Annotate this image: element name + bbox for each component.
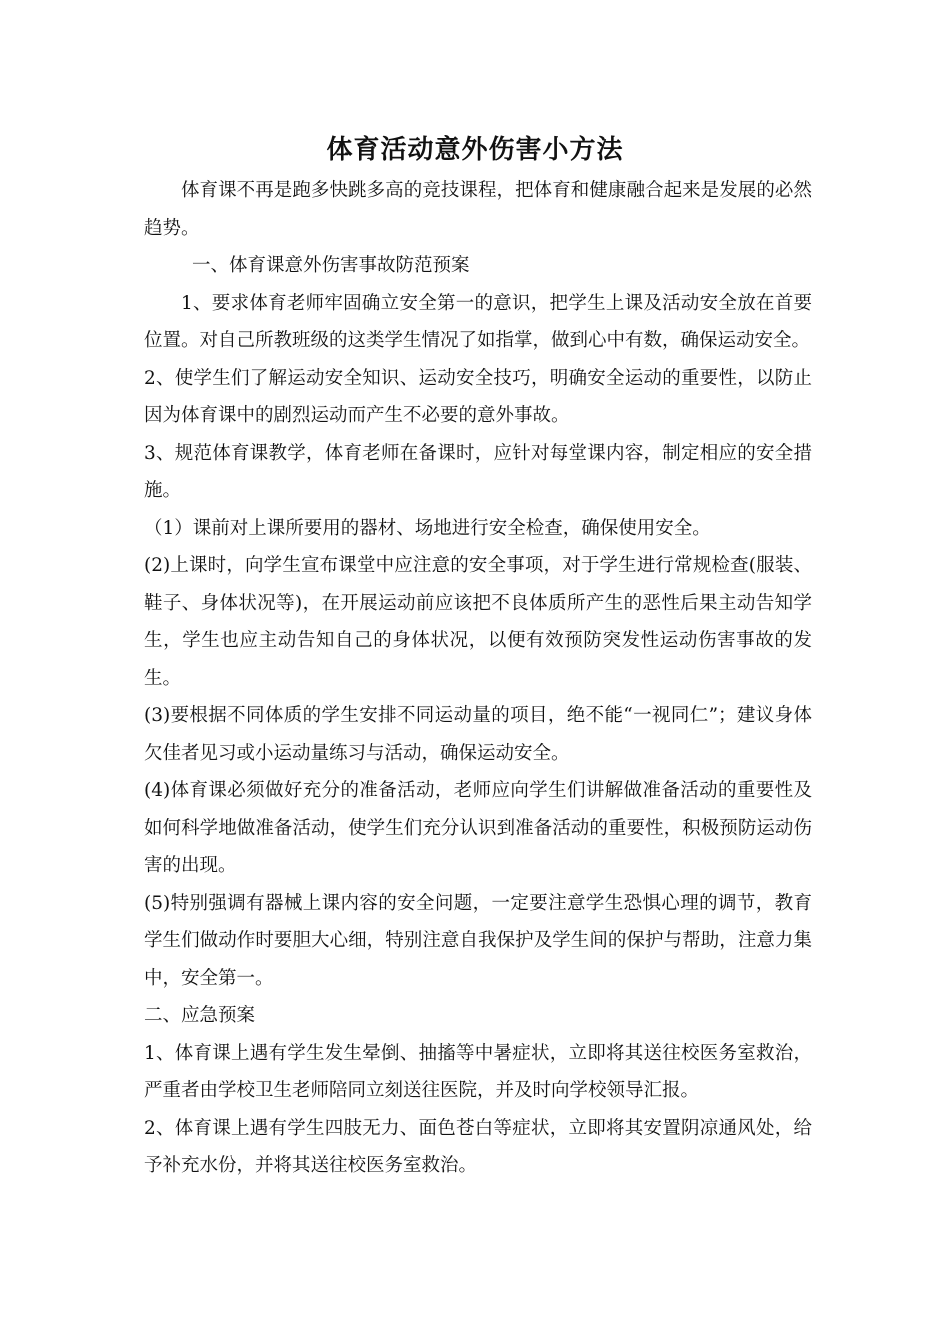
document-body [144,172,812,1185]
section-heading-prevention: 一、体育课意外伤害事故防范预案 [192,255,470,276]
item-3-paragraph: 3、规范体育课教学，体育老师在备课时，应针对每堂课内容，制定相应的安全措施。 [144,442,812,501]
subitem-4-paragraph: (4)体育课必须做好充分的准备活动，老师应向学生们讲解做准备活动的重要性及如何科学地做准备活动，使学生们充分认识到准备活动的重要性，积极预防运动伤害的出现。 [144,780,812,876]
emergency-item-2-paragraph: 2、体育课上遇有学生四肢无力、面色苍白等症状，立即将其安置阴凉通风处，给予补充水份，并将其送往校医务室救治。 [144,1117,812,1176]
subitem-3-paragraph: (3)要根据不同体质的学生安排不同运动量的项目，绝不能“一视同仁”；建议身体欠佳者见习或小运动量练习与活动，确保运动安全。 [144,705,812,764]
subitem-1-paragraph: （1）课前对上课所要用的器材、场地进行安全检查，确保使用安全。 [144,517,711,539]
emergency-item-1-paragraph: 1、体育课上遇有学生发生晕倒、抽搐等中暑症状，立即将其送往校医务室救治，严重者由学校卫生老师陪同立刻送往医院，并及时向学校领导汇报。 [144,1042,812,1101]
document-title: 体育活动意外伤害小方法 [326,135,624,165]
item-1-paragraph: 1、要求体育老师牢固确立安全第一的意识，把学生上课及活动安全放在首要位置。对自己所教班级的这类学生情况了如指掌，做到心中有数，确保运动安全。 [144,292,812,351]
section-heading-emergency: 二、应急预案 [144,1005,256,1026]
item-2-paragraph: 2、使学生们了解运动安全知识、运动安全技巧，明确安全运动的重要性，以防止因为体育课中的剧烈运动而产生不必要的意外事故。 [144,367,812,426]
subitem-2-paragraph: (2)上课时，向学生宣布课堂中应注意的安全事项，对于学生进行常规检查(服装、鞋子、身体状况等)，在开展运动前应该把不良体质所产生的恶性后果主动告知学生，学生也应主动告知自己的身体状况，以便有效预防突发性运动伤害事故的发生。 [144,555,812,689]
intro-paragraph: 体育课不再是跑多快跳多高的竞技课程，把体育和健康融合起来是发展的必然趋势。 [144,180,812,239]
subitem-5-paragraph: (5)特别强调有器械上课内容的安全问题，一定要注意学生恐惧心理的调节，教育学生们做动作时要胆大心细，特别注意自我保护及学生间的保护与帮助，注意力集中，安全第一。 [144,892,812,989]
